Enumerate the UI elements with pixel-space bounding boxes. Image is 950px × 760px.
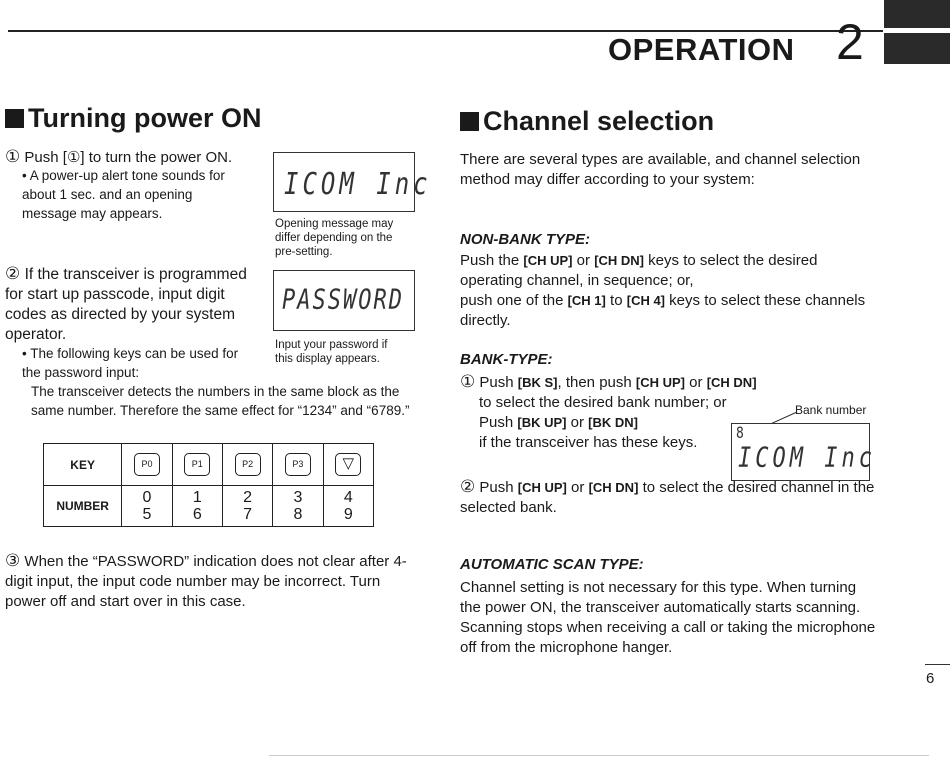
ch-dn-key: [CH DN] bbox=[594, 253, 645, 268]
step-2-bullet: • The following keys can be used for the password input: bbox=[22, 346, 239, 380]
power-key-symbol: ① bbox=[66, 149, 81, 166]
p2-key-icon: P2 bbox=[235, 453, 261, 476]
step-2-note: The transceiver detects the numbers in the same block as the same number. Therefore the same effect for “1234” and “6789.” bbox=[31, 384, 410, 418]
chapter-tab bbox=[884, 0, 950, 64]
ch-dn-key: [CH DN] bbox=[588, 480, 639, 495]
section-bullet-square bbox=[460, 112, 479, 131]
bank-step-2: ② Push [CH UP] or [CH DN] to select the desired channel in the selected bank. bbox=[460, 477, 875, 516]
number-cell: 3 8 bbox=[273, 486, 323, 527]
bank-number-label: Bank number bbox=[795, 403, 867, 417]
ch-dn-key: [CH DN] bbox=[706, 375, 757, 390]
step-number: ① bbox=[5, 147, 21, 166]
step-number: ③ bbox=[5, 551, 21, 570]
lcd-bank bbox=[731, 423, 876, 481]
chapter-title: OPERATION bbox=[608, 32, 795, 67]
section-title-power: Turning power ON bbox=[5, 102, 261, 134]
step-2: ② If the transceiver is programmed for start up passcode, input digit codes as directed by your system operator. bbox=[5, 264, 247, 343]
number-cell: 2 7 bbox=[222, 486, 272, 527]
nonbank-heading: NON-BANK TYPE: bbox=[460, 231, 590, 248]
section-title-channel: Channel selection bbox=[460, 105, 714, 137]
p3-key-icon: P3 bbox=[285, 453, 311, 476]
step-1-bullet: • A power-up alert tone sounds for about 1 sec. and an opening message may appears. bbox=[22, 168, 225, 221]
step-number: ② bbox=[5, 264, 21, 283]
table-label-key: KEY bbox=[44, 444, 122, 486]
p0-key-icon: P0 bbox=[134, 453, 160, 476]
password-key-table bbox=[43, 443, 374, 527]
auto-scan-text: Channel setting is not necessary for this type. When turning the power ON, the transceiver automatically starts scanning. Scanning stops when receiving a call or taking the microphone off from the microphone hanger. bbox=[460, 579, 876, 656]
footer-rule bbox=[269, 755, 929, 756]
page-number: 6 bbox=[926, 670, 935, 687]
bank-heading: BANK-TYPE: bbox=[460, 351, 553, 368]
lcd-opening-message: ICOM Inc bbox=[273, 152, 415, 212]
bk-dn-key: [BK DN] bbox=[588, 415, 638, 430]
ch1-key: [CH 1] bbox=[567, 293, 606, 308]
p1-key-icon: P1 bbox=[184, 453, 210, 476]
table-row-keys bbox=[44, 444, 374, 486]
bk-s-key: [BK S] bbox=[517, 375, 558, 390]
page-number-rule bbox=[925, 664, 950, 665]
bank-step-1-cont: to select the desired bank number; or Push [BK UP] or [BK DN] if the transceiver has these keys. bbox=[479, 394, 727, 451]
nonbank-text: Push the [CH UP] or [CH DN] keys to select the desired operating channel, in sequence; or, push one of the [CH 1] to [CH 4] keys to select these channels directly. bbox=[460, 252, 866, 329]
step-3: ③ When the “PASSWORD” indication does not clear after 4-digit input, the input code number may be incorrect. Turn power off and start over in this case. bbox=[5, 551, 407, 610]
chapter-number: 2 bbox=[836, 14, 864, 70]
number-cell: 0 5 bbox=[122, 486, 172, 527]
bk-up-key: [BK UP] bbox=[517, 415, 567, 430]
lcd-caption-password: Input your password if this display appears. bbox=[275, 339, 388, 365]
channel-intro: There are several types are available, and channel selection method may differ according to your system: bbox=[460, 151, 861, 188]
step-number: ② bbox=[460, 477, 476, 496]
ch-up-key: [CH UP] bbox=[635, 375, 686, 390]
number-cell: 4 9 bbox=[323, 486, 373, 527]
lcd-password: PASSWORD bbox=[273, 270, 415, 331]
bank-step-1: ① Push [BK S], then push [CH UP] or [CH DN] bbox=[460, 372, 757, 391]
step-1: ① Push [①] to turn the power ON. bbox=[5, 147, 233, 166]
lcd-bank-text: ICOM Inc bbox=[738, 442, 876, 475]
number-cell: 1 6 bbox=[172, 486, 222, 527]
table-label-number: NUMBER bbox=[44, 486, 122, 527]
ch-up-key: [CH UP] bbox=[517, 480, 567, 495]
step-number: ① bbox=[460, 372, 476, 391]
down-key-icon: ▽ bbox=[335, 453, 361, 476]
lcd-bank-digit: 8 bbox=[736, 424, 748, 443]
ch4-key: [CH 4] bbox=[626, 293, 666, 308]
lcd-caption-opening: Opening message may differ depending on the pre-setting. bbox=[275, 218, 394, 258]
section-bullet-square bbox=[5, 109, 24, 128]
auto-scan-heading: AUTOMATIC SCAN TYPE: bbox=[460, 556, 644, 573]
ch-up-key: [CH UP] bbox=[523, 253, 573, 268]
table-row-numbers bbox=[44, 486, 374, 527]
